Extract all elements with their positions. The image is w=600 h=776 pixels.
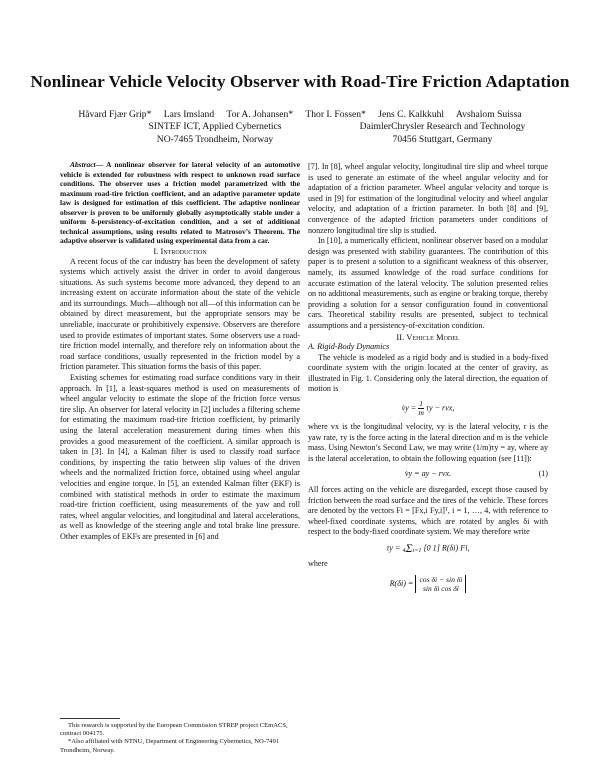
footnote: This research is supported by the European Commission STREP project CEmACS, contract 004175.: [60, 722, 288, 738]
author: Lars Imsland: [163, 109, 215, 120]
matrix: [415, 575, 466, 593]
matrix-row: cos δi − sin δi: [419, 574, 463, 584]
author: Jens C. Kalkkuhl: [378, 109, 445, 120]
equation-rhs: [0 1] R(δi) Fi,: [423, 543, 470, 553]
affiliation-line: SINTEF ICT, Applied Cybernetics: [148, 121, 282, 132]
affiliation-line: DaimlerChrysler Research and Technology: [359, 121, 526, 132]
footnote-rule: [60, 718, 120, 719]
footnote: *Also affiliated with NTNU, Department of Engineering Cybernetics, NO-7491 Trondheim, Norway.: [60, 738, 280, 754]
equation-1: [308, 469, 548, 480]
matrix-row: sin δi cos δi: [422, 583, 459, 593]
affiliation-daimler: [345, 121, 540, 146]
abstract: [60, 160, 300, 246]
author: Håvard Fjær Grip*: [78, 109, 152, 120]
paragraph: Existing schemes for estimating road surface conditions vary in their approach. In [1], a least-squares method is used on measurements of wheel angular velocity to estimate the slope of the friction force versus tire slip. An observer for lateral velocity in [2] includes a filtering scheme for estimating the maximum road-tire friction coefficient, by primarily using the lateral acceleration measurement during times when this provides a good measurement of the coefficient. A similar approach is taken in [3]. In [4], a Kalman filter is used to classify road surface conditions, by inspecting the ratio between slip values of the driven wheels and the normalized friction force, obtained using wheel angular velocities and engine torque. In [5], an extended Kalman filter (EKF) is combined with statistical methods in order to estimate the maximum road-tire friction coefficient, using measurements of the yaw and roll rates, wheel angular velocities, and longitudinal and lateral accelerations, as well as knowledge of the steering angle and total brake line pressure. Other examples of EKFs are presented in [6] and: [60, 373, 300, 541]
equation-rhs: τy − rvx,: [426, 403, 455, 413]
section-heading-vehicle-model: II. Vehicle Model: [396, 331, 460, 342]
fraction-numerator: 1: [419, 399, 424, 409]
paragraph: where: [308, 559, 328, 568]
sum-upper: 4: [402, 548, 406, 554]
author: Thor I. Fossen*: [305, 109, 366, 120]
sigma-icon: Σ: [405, 541, 413, 555]
equation-body: v̇y = ay − rvx.: [404, 469, 452, 479]
fraction: [418, 400, 424, 417]
left-column: [60, 160, 300, 543]
section-heading-introduction: I. Introduction: [153, 245, 207, 256]
equation-lateral-force-sum: [308, 543, 548, 554]
summation: [403, 543, 422, 554]
abstract-lead: Abstract: [70, 160, 96, 169]
affiliation-line: NO-7465 Trondheim, Norway: [156, 133, 274, 145]
right-column: [308, 162, 548, 598]
footnotes: [60, 718, 300, 755]
equation-lhs: τy =: [386, 543, 401, 553]
paragraph: The vehicle is modeled as a rigid body and is studied in a body-fixed coordinate system with the origin located at the center of gravity, as illustrated in Fig. 1. Considering only the lateral direction, the equation of motion is: [308, 352, 548, 394]
author: Avshalom Suissa: [455, 109, 522, 120]
paragraph: A recent focus of the car industry has been the development of safety systems which actively assist the driver in order to avoid dangerous situations. As such systems become more advanced, they depend to an increasing extent on accurate information about the state of the vehicle and its surroundings. Much—although not all—of this information can be obtained by direct measurement, but the appropriate sensors may be unreliable, inaccurate or prohibitively expensive. Observers are therefore used to provide estimates of important states. Some observers use a road-tire friction model internally, and therefore rely on information about the road surface conditions, usually represented in the friction model by a friction parameter. This situation forms the basis of this paper.: [60, 256, 300, 372]
paragraph: All forces acting on the vehicle are disregarded, except those caused by friction between the road surface and the tires of the vehicle. These forces are denoted by the vectors Fi = [Fx,i Fy,i]ᵀ, i = 1, …, 4, with reference to wheel-fixed coordinate systems, which are rotated by angles δi with respect to the body-fixed coordinate system. We may therefore write: [308, 485, 548, 537]
paragraph: where vx is the longitudinal velocity, vy is the lateral velocity, r is the yaw rate, τy is the force acting in the lateral direction and m is the vehicle mass. Using Newton’s Second Law, we may write (1/m)τy = ay, where ay is the lateral acceleration, to obtain the following equation (see [11]):: [308, 422, 548, 463]
equation-number: (1): [538, 469, 548, 479]
equation-lateral-motion: [308, 400, 548, 417]
equation-rotation-matrix: [308, 575, 548, 593]
affiliation-sintef: [120, 121, 310, 146]
affiliation-line: 70456 Stuttgart, Germany: [392, 133, 493, 145]
author: Tor A. Johansen*: [226, 109, 294, 120]
abstract-text: — A nonlinear observer for lateral velocity of an automotive vehicle is extended for robustness with respect to unknown road surface conditions. The observer uses a friction model parametrized with the maximum road-tire friction coefficient, and an adaptive parameter update law is designed for estimation of this coefficient. The adaptive nonlinear observer is proven to be uniformly globally asymptotically stable under a uniform δ-persistency-of-excitation condition, and a set of additional technical assumptions, using results related to Matrosov’s Theorem. The adaptive observer is validated using experimental data from a car.: [60, 160, 300, 246]
sum-lower: i=1: [412, 548, 422, 554]
paper-title: Nonlinear Vehicle Velocity Observer with Road-Tire Friction Adaptation: [30, 72, 570, 91]
paragraph: In [10], a numerically efficient, nonlinear observer based on a modular design was presented with stability guarantees. The contribution of this paper is to present a solution to a significant weakness of this observer, namely, its assumed knowledge of the road surface conditions for accurate estimation of the lateral velocity. The solution presented relies on no additional measurements, such as engine or braking torque, thereby providing a solution for a sensor configuration found in conventional cars. Theoretical stability results are presented, subject to technical assumptions and a persistency-of-excitation condition.: [308, 236, 548, 330]
fraction-denominator: m: [418, 408, 424, 418]
equation-lhs: R(δi) =: [389, 578, 414, 588]
subsection-heading: A. Rigid-Body Dynamics: [308, 342, 390, 352]
author-list: [0, 109, 600, 120]
equation-lhs: v̇y =: [401, 403, 417, 413]
paragraph: [7]. In [8], wheel angular velocity, longitudinal tire slip and wheel torque is used to generate an estimate of the wheel angular velocity and for adaptation of a friction parameter. Wheel angular velocity and torque is used in [9] for estimation of the longitudinal velocity and wheel angular velocity, and adaptation of a friction parameter. In both [8] and [9], convergence of the adapted friction parameters under conditions of nonzero longitudinal tire slip is studied.: [308, 162, 548, 235]
